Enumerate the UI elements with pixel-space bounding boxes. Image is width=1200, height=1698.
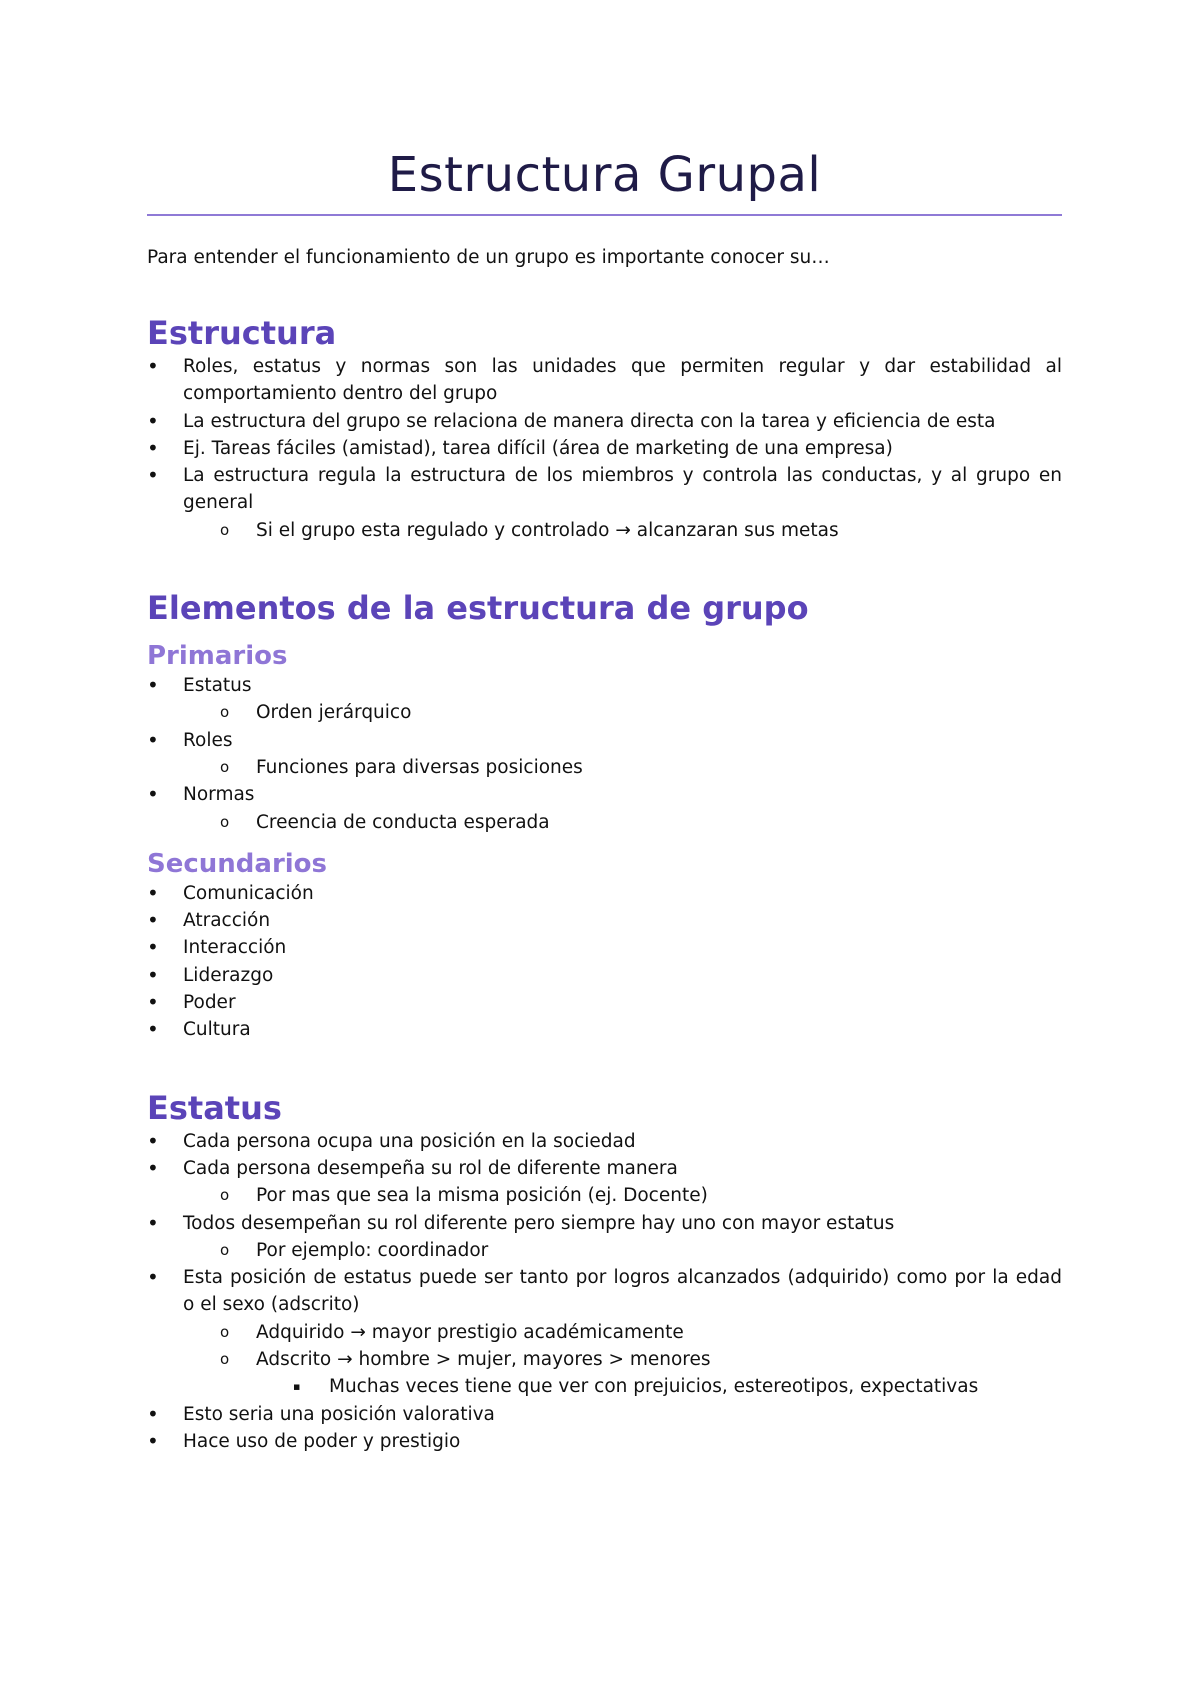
list-item <box>147 408 1062 435</box>
bullet-marker: • <box>147 935 159 960</box>
circle-marker: o <box>220 812 230 831</box>
bullet-list <box>147 1264 1062 1319</box>
list-item <box>147 907 1062 934</box>
bullet-list <box>147 1128 1062 1183</box>
list-item-text: Interacción <box>183 937 287 959</box>
bullet-marker: • <box>147 1128 159 1153</box>
intro-paragraph: Para entender el funcionamiento de un grupo es importante conocer su… <box>147 247 830 268</box>
list-item-text: Cultura <box>183 1019 251 1041</box>
list-item-text: La estructura regula la estructura de los miembros y controla las conductas, y al grupo en <box>183 465 1062 487</box>
list-item <box>147 934 1062 961</box>
sub-list-item <box>147 754 1062 781</box>
sub-list-item-text: Por mas que sea la misma posición (ej. Docente) <box>256 1185 708 1207</box>
sub-bullet-list <box>147 754 1062 781</box>
sub-list-item-text: Creencia de conducta esperada <box>256 811 550 833</box>
sub-list-item-text: Adquirido → mayor prestigio académicamente <box>256 1321 684 1343</box>
bullet-marker: • <box>147 1401 159 1426</box>
list-item <box>147 353 1062 408</box>
list-item <box>147 727 1062 754</box>
sub-list-item <box>147 517 1062 544</box>
sub-bullet-list <box>147 517 1062 544</box>
list-item-text: Todos desempeñan su rol diferente pero siempre hay uno con mayor estatus <box>183 1212 895 1234</box>
subsection-heading-secundarios: Secundarios <box>147 848 328 879</box>
circle-marker: o <box>220 703 230 722</box>
list-item <box>147 1264 1062 1319</box>
list-item-text: Comunicación <box>183 882 314 904</box>
circle-marker: o <box>220 757 230 776</box>
section-heading: Elementos de la estructura de grupo <box>147 589 809 628</box>
list-item-text: Roles, estatus y normas son las unidades que permiten regular y dar estabilidad al <box>183 356 1062 377</box>
bullet-list <box>147 672 1062 699</box>
bullet-list <box>147 880 1062 1044</box>
circle-marker: o <box>220 1350 230 1369</box>
list-item-text: Cada persona ocupa una posición en la sociedad <box>183 1130 636 1152</box>
sub-list-item-text: Por ejemplo: coordinador <box>256 1239 489 1261</box>
section-heading: Estatus <box>147 1088 282 1127</box>
list-item-text: Esta posición de estatus puede ser tanto por logros alcanzados (adquirido) como por la edad <box>183 1267 1062 1289</box>
bullet-marker: • <box>147 962 159 987</box>
sub-list-item-text: Si el grupo esta regulado y controlado → alcanzaran sus metas <box>256 519 839 541</box>
list-item <box>147 880 1062 907</box>
list-item-text: Hace uso de poder y prestigio <box>183 1430 461 1452</box>
bullet-marker: • <box>147 990 159 1015</box>
document-content <box>147 140 1062 1455</box>
list-item <box>147 462 1062 517</box>
circle-marker: o <box>220 520 230 539</box>
sub-list-item <box>147 1182 1062 1209</box>
list-item <box>147 962 1062 989</box>
sub-list-item-text: Adscrito → hombre > mujer, mayores > menores <box>256 1349 711 1371</box>
bullet-marker: • <box>147 463 159 488</box>
bullet-marker: • <box>147 435 159 460</box>
circle-marker: o <box>220 1240 230 1259</box>
sub-bullet-list <box>147 1182 1062 1209</box>
list-item <box>147 1401 1062 1428</box>
list-item <box>147 1016 1062 1043</box>
list-item-text: Esto seria una posición valorativa <box>183 1403 495 1425</box>
list-item <box>147 1428 1062 1455</box>
sub-list-item-text: Funciones para diversas posiciones <box>256 756 583 778</box>
square-marker: ▪ <box>293 1380 301 1394</box>
list-item <box>147 1128 1062 1155</box>
list-item-text: Atracción <box>183 910 271 932</box>
bullet-list <box>147 1210 1062 1237</box>
list-item <box>147 781 1062 808</box>
circle-marker: o <box>220 1322 230 1341</box>
list-item-text: La estructura del grupo se relaciona de manera directa con la tarea y eficiencia de esta <box>183 410 996 432</box>
list-item <box>147 1155 1062 1182</box>
sub-sub-bullet-list <box>147 1373 1062 1400</box>
sub-bullet-list <box>147 809 1062 836</box>
subsection-heading-primarios: Primarios <box>147 641 288 672</box>
list-item-text: Normas <box>183 784 255 806</box>
bullet-marker: • <box>147 1155 159 1180</box>
list-item-text: Roles <box>183 729 233 751</box>
sub-bullet-list <box>147 699 1062 726</box>
section-estructura <box>147 313 1062 544</box>
bullet-marker: • <box>147 408 159 433</box>
sub-list-item <box>147 699 1062 726</box>
list-item-text: Cada persona desempeña su rol de diferente manera <box>183 1157 678 1179</box>
sub-bullet-list <box>147 1237 1062 1264</box>
bullet-marker: • <box>147 1265 159 1290</box>
bullet-marker: • <box>147 1017 159 1042</box>
list-item-text-continued: comportamiento dentro del grupo <box>183 383 498 405</box>
bullet-marker: • <box>147 673 159 698</box>
sub-sub-list-item-text: Muchas veces tiene que ver con prejuicios, estereotipos, expectativas <box>329 1376 979 1398</box>
bullet-marker: • <box>147 782 159 807</box>
list-item-text-continued: o el sexo (adscrito) <box>183 1294 360 1316</box>
bullet-list <box>147 727 1062 754</box>
sub-sub-list-item <box>147 1373 1062 1400</box>
sub-list-item-text: Orden jerárquico <box>256 702 412 724</box>
sub-bullet-list <box>147 1319 1062 1374</box>
list-item-text: Ej. Tareas fáciles (amistad), tarea difícil (área de marketing de una empresa) <box>183 437 893 459</box>
bullet-list <box>147 781 1062 808</box>
bullet-marker: • <box>147 1210 159 1235</box>
list-item <box>147 989 1062 1016</box>
list-item <box>147 672 1062 699</box>
list-item <box>147 435 1062 462</box>
section-estatus <box>147 1088 1062 1456</box>
document-title: Estructura Grupal <box>387 147 822 203</box>
sub-list-item <box>147 1237 1062 1264</box>
bullet-marker: • <box>147 727 159 752</box>
list-item <box>147 1210 1062 1237</box>
title-underline <box>147 214 1062 216</box>
list-item-text-continued: general <box>183 492 254 514</box>
bullet-marker: • <box>147 908 159 933</box>
list-item-text: Estatus <box>183 675 252 697</box>
bullet-list <box>147 353 1062 517</box>
sub-list-item <box>147 1346 1062 1373</box>
circle-marker: o <box>220 1186 230 1205</box>
bullet-list <box>147 1401 1062 1456</box>
section-elementos <box>147 588 1062 1044</box>
sub-list-item <box>147 1319 1062 1346</box>
sub-list-item <box>147 809 1062 836</box>
section-heading: Estructura <box>147 314 337 352</box>
list-item-text: Liderazgo <box>183 964 274 986</box>
bullet-marker: • <box>147 354 159 378</box>
bullet-marker: • <box>147 880 159 905</box>
list-item-text: Poder <box>183 992 236 1014</box>
bullet-marker: • <box>147 1428 159 1453</box>
